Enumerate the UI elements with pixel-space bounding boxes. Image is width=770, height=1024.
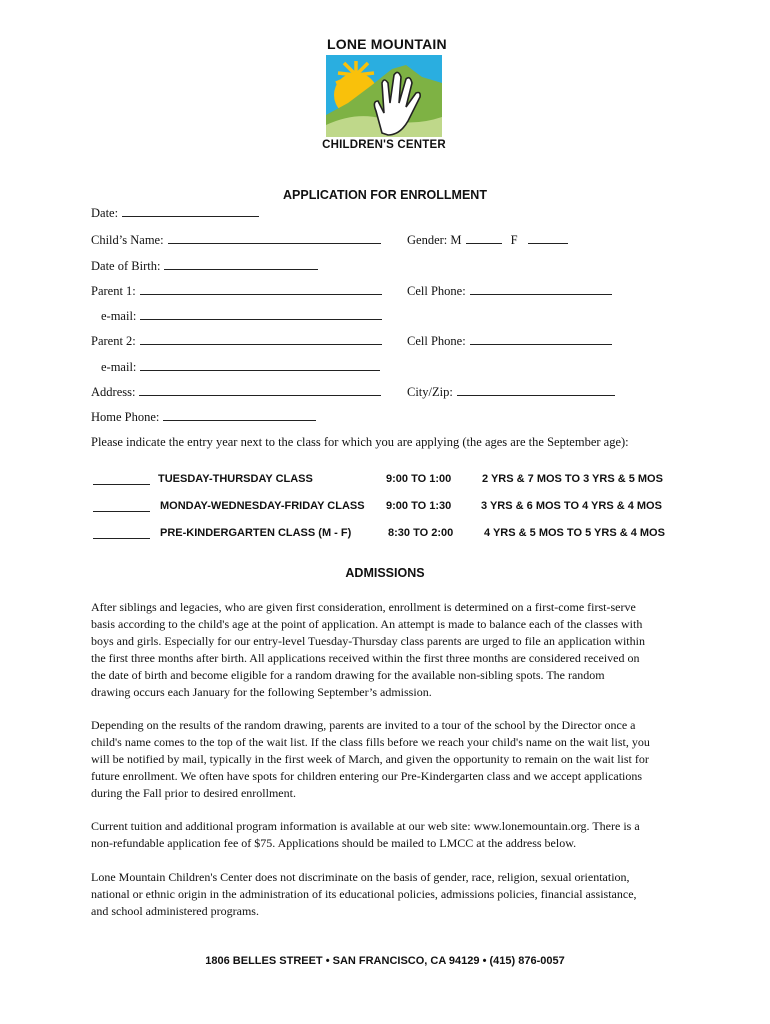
class-entry-year-line[interactable] bbox=[93, 484, 150, 485]
paragraph-line: Lone Mountain Children's Center does not discriminate on the basis of gender, race, religion, sexual orientation, bbox=[91, 870, 630, 884]
class-entry-year-line[interactable] bbox=[93, 511, 150, 512]
instruction-text: Please indicate the entry year next to the class for which you are applying (the ages are the September age): bbox=[91, 435, 629, 449]
admissions-paragraph-3 bbox=[91, 818, 701, 852]
gender-label: Gender: M bbox=[407, 233, 462, 247]
class-ages: 3 YRS & 6 MOS TO 4 YRS & 4 MOS bbox=[481, 500, 662, 512]
paragraph-line: and school administered programs. bbox=[91, 904, 259, 918]
class-name: TUESDAY-THURSDAY CLASS bbox=[158, 473, 313, 485]
class-time: 9:00 TO 1:30 bbox=[386, 500, 452, 512]
address-field bbox=[91, 384, 381, 400]
parent2-field bbox=[91, 333, 382, 349]
parent1-label: Parent 1: bbox=[91, 284, 136, 298]
email2-label: e-mail: bbox=[101, 360, 137, 374]
paragraph-line: After siblings and legacies, who are given first consideration, enrollment is determined on a first-come first-serve bbox=[91, 600, 636, 614]
date-input-line[interactable] bbox=[122, 205, 259, 217]
child-name-label: Child’s Name: bbox=[91, 233, 164, 247]
paragraph-line: the first three months after birth. All applications received within the first three months are considered received on bbox=[91, 651, 640, 665]
dob-label: Date of Birth: bbox=[91, 259, 161, 273]
parent2-label: Parent 2: bbox=[91, 334, 136, 348]
email2-input-line[interactable] bbox=[140, 359, 380, 371]
class-time: 9:00 TO 1:00 bbox=[386, 473, 452, 485]
address-input-line[interactable] bbox=[139, 384, 381, 396]
class-name: PRE-KINDERGARTEN CLASS (M - F) bbox=[160, 527, 352, 539]
paragraph-line: the date of birth and become eligible for a random drawing for the available non-sibling spots. The random bbox=[91, 668, 605, 682]
class-row-tue-thu bbox=[0, 473, 770, 489]
form-title: APPLICATION FOR ENROLLMENT bbox=[283, 188, 487, 202]
gender-f-input-line[interactable] bbox=[528, 232, 568, 244]
parent2-input-line[interactable] bbox=[140, 333, 382, 345]
paragraph-line: future enrollment. We often have spots for children entering our Pre-Kindergarten class and we accept applications bbox=[91, 769, 643, 783]
gender-field bbox=[407, 232, 568, 248]
class-ages: 2 YRS & 7 MOS TO 3 YRS & 5 MOS bbox=[482, 473, 663, 485]
email1-label: e-mail: bbox=[101, 309, 137, 323]
cityzip-label: City/Zip: bbox=[407, 385, 453, 399]
logo-top-text: LONE MOUNTAIN bbox=[327, 36, 447, 52]
footer-address: 1806 BELLES STREET • SAN FRANCISCO, CA 94129 • (415) 876-0057 bbox=[205, 955, 565, 967]
home-phone-input-line[interactable] bbox=[163, 409, 316, 421]
admissions-paragraph-2 bbox=[91, 717, 701, 802]
date-field bbox=[91, 205, 259, 221]
paragraph-line: non-refundable application fee of $75. Applications should be mailed to LMCC at the address below. bbox=[91, 836, 577, 850]
admissions-paragraph-4 bbox=[91, 869, 701, 920]
cityzip-field bbox=[407, 384, 615, 400]
dob-field bbox=[91, 258, 318, 274]
cell2-input-line[interactable] bbox=[470, 333, 612, 345]
paragraph-line: during the Fall prior to desired enrollment. bbox=[91, 786, 296, 800]
dob-input-line[interactable] bbox=[164, 258, 318, 270]
class-time: 8:30 TO 2:00 bbox=[388, 527, 454, 539]
paragraph-line: Depending on the results of the random drawing, parents are invited to a tour of the school by the Director once a bbox=[91, 718, 636, 732]
admissions-title: ADMISSIONS bbox=[345, 566, 425, 580]
parent1-field bbox=[91, 283, 382, 299]
cell1-field bbox=[407, 283, 612, 299]
paragraph-line: Current tuition and additional program information is available at our web site: www.lonemountain.org. There is a bbox=[91, 819, 640, 833]
paragraph-line: national or ethnic origin in the administration of its educational policies, admissions policies, financial assistance, bbox=[91, 887, 637, 901]
cell2-field bbox=[407, 333, 612, 349]
paragraph-line: will be notified by mail, typically in the first week of March, and given the opportunity to remain on the wait list for bbox=[91, 752, 649, 766]
date-label: Date: bbox=[91, 206, 119, 220]
home-phone-field bbox=[91, 409, 316, 425]
paragraph-line: child's name comes to the top of the wait list. If the class fills before we reach your child's name on the wait list, you bbox=[91, 735, 650, 749]
class-entry-year-line[interactable] bbox=[93, 538, 150, 539]
email1-field bbox=[101, 308, 382, 324]
admissions-paragraph-1 bbox=[91, 599, 701, 701]
logo-bottom-text: CHILDREN'S CENTER bbox=[322, 139, 446, 151]
class-name: MONDAY-WEDNESDAY-FRIDAY CLASS bbox=[160, 500, 365, 512]
class-row-mon-wed-fri bbox=[0, 500, 770, 516]
parent1-input-line[interactable] bbox=[140, 283, 382, 295]
cityzip-input-line[interactable] bbox=[457, 384, 615, 396]
class-ages: 4 YRS & 5 MOS TO 5 YRS & 4 MOS bbox=[484, 527, 665, 539]
cell1-input-line[interactable] bbox=[470, 283, 612, 295]
child-name-field bbox=[91, 232, 381, 248]
paragraph-line: boys and girls. Especially for our entry-level Tuesday-Thursday class parents are urged to file an application within bbox=[91, 634, 645, 648]
paragraph-line: basis according to the child's age at the point of application. An attempt is made to balance each of the classes with bbox=[91, 617, 643, 631]
gender-m-input-line[interactable] bbox=[466, 232, 502, 244]
gender-f-label: F bbox=[510, 233, 518, 247]
logo-image bbox=[326, 55, 442, 137]
email2-field bbox=[101, 359, 380, 375]
paragraph-line: drawing occurs each January for the following September’s admission. bbox=[91, 685, 432, 699]
class-row-pre-k bbox=[0, 527, 770, 543]
child-name-input-line[interactable] bbox=[168, 232, 381, 244]
email1-input-line[interactable] bbox=[140, 308, 382, 320]
cell1-label: Cell Phone: bbox=[407, 284, 466, 298]
address-label: Address: bbox=[91, 385, 136, 399]
cell2-label: Cell Phone: bbox=[407, 334, 466, 348]
home-phone-label: Home Phone: bbox=[91, 410, 160, 424]
